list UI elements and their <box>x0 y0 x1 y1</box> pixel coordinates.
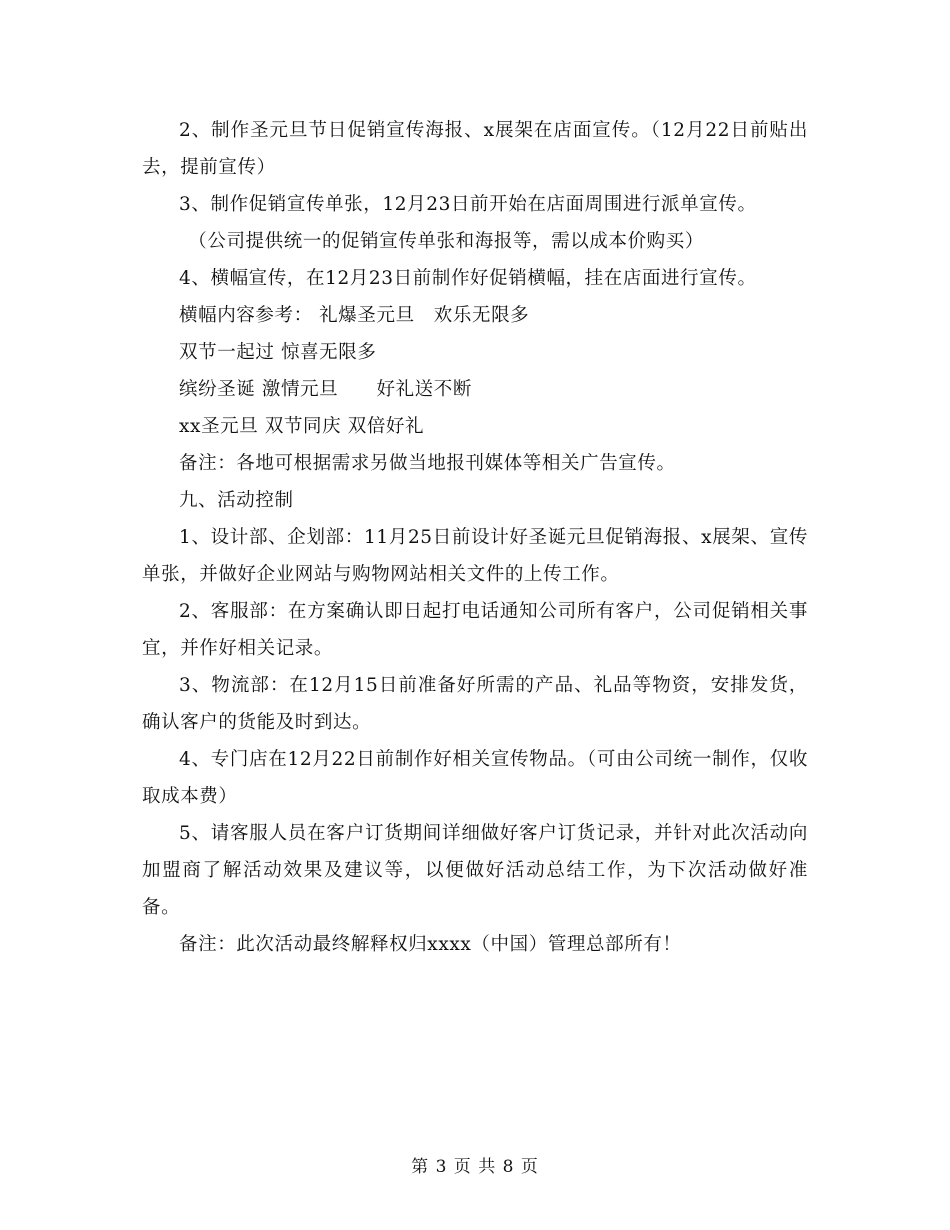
page-footer <box>0 1152 950 1177</box>
paragraph-poster: 2、制作圣元旦节日促销宣传海报、x展架在店面宣传。（12月22日前贴出去，提前宣传） <box>142 120 808 178</box>
paragraph-banner-slogan-1: 双节一起过 惊喜无限多 <box>179 342 377 363</box>
document-body <box>142 112 808 963</box>
paragraph-final-note: 备注：此次活动最终解释权归xxxx（中国）管理总部所有！ <box>179 934 682 955</box>
paragraph-logistics-dept: 3、物流部：在12月15日前准备好所需的产品、礼品等物资，安排发货，确认客户的货能及时到达。 <box>142 675 808 733</box>
paragraph-flyer: 3、制作促销宣传单张，12月23日前开始在店面周围进行派单宣传。 <box>179 194 757 215</box>
paragraph-flyer-note: （公司提供统一的促销宣传单张和海报等，需以成本价购买） <box>188 231 704 252</box>
page-number: 第 3 页 共 8 页 <box>411 1157 539 1177</box>
paragraph-media-note: 备注：各地可根据需求另做当地报刊媒体等相关广告宣传。 <box>179 453 676 474</box>
paragraph-banner-ref: 横幅内容参考： 礼爆圣元旦 欢乐无限多 <box>179 305 530 326</box>
paragraph-banner-slogan-2: 缤纷圣诞 激情元旦 好礼送不断 <box>179 379 472 400</box>
section-heading-activity-control: 九、活动控制 <box>179 490 294 511</box>
paragraph-banner: 4、横幅宣传，在12月23日前制作好促销横幅，挂在店面进行宣传。 <box>179 268 757 289</box>
paragraph-banner-slogan-3: xx圣元旦 双节同庆 双倍好礼 <box>179 416 425 437</box>
paragraph-store: 4、专门店在12月22日前制作好相关宣传物品。（可由公司统一制作，仅收取成本费） <box>142 749 808 807</box>
paragraph-service-dept: 2、客服部：在方案确认即日起打电话通知公司所有客户，公司促销相关事宜，并作好相关记录。 <box>142 601 808 659</box>
paragraph-order-records: 5、请客服人员在客户订货期间详细做好客户订货记录，并针对此次活动向加盟商了解活动效果及建议等，以便做好活动总结工作，为下次活动做好准备。 <box>142 823 808 918</box>
paragraph-design-dept: 1、设计部、企划部：11月25日前设计好圣诞元旦促销海报、x展架、宣传单张，并做好企业网站与购物网站相关文件的上传工作。 <box>142 527 808 585</box>
